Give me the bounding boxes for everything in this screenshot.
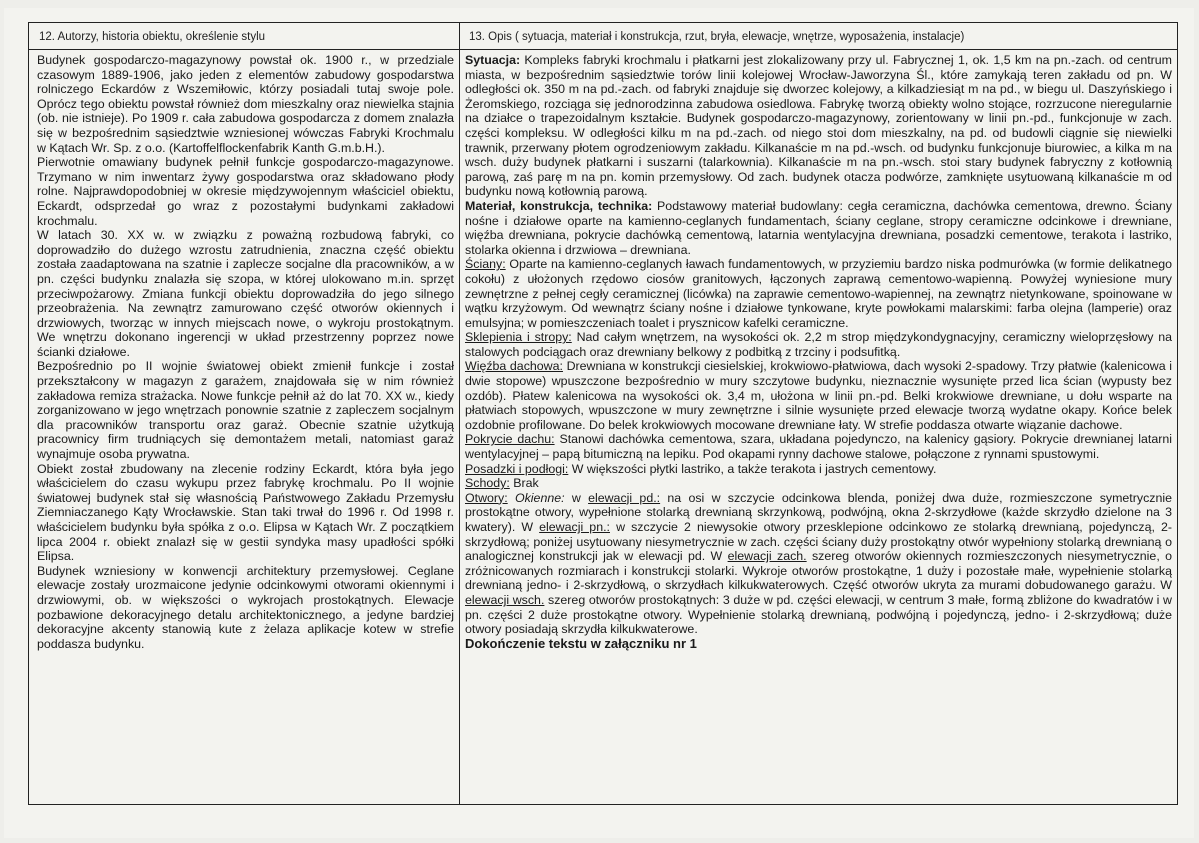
ceilings-section xyxy=(465,330,1172,359)
south-elevation-label: elewacji pd.: xyxy=(588,490,661,505)
header-divider xyxy=(29,49,1177,50)
floors-label: Posadzki i podłogi: xyxy=(465,461,569,476)
history-paragraph-2: Pierwotnie omawiany budynek pełnił funkcje gospodarczo-magazynowe. Trzymano w nim inwentarz żywy gospodarstwa oraz składowano płody rolne. Najprawdopodobniej w okresie międzywojennym właściciel obiektu, Eckardt, odsprzedał go wraz z pozostałymi budynkami zakładowi krochmalu. xyxy=(37,155,454,228)
form-frame xyxy=(28,22,1178,805)
openings-text-4: szereg otworów okiennych rozmieszczonych niesymetrycznie, o zróżnicowanych rozmiarach i konstrukcji stolarki. Wykroje otworów prostokątne, 1 duży i pozostałe małe, wypełnienie stolarką drewnianą jedno- i 2-skrzydłową, o skrzydłach kilkukwaterowych. Część otworów ukryta za murami dobudowanego garażu. W xyxy=(465,549,1172,593)
material-section xyxy=(465,199,1172,257)
material-label: Materiał, konstrukcja, technika: xyxy=(465,198,653,213)
stairs-label: Schody: xyxy=(465,476,510,491)
openings-label: Otwory: xyxy=(465,490,508,505)
floors-section xyxy=(465,462,1172,477)
walls-text: Oparte na kamienno-ceglanych ławach fundamentowych, w przyziemiu bardzo niska podmurówka (w formie delikatnego cokołu) z ułożonych rzędowo ciosów granitowych, łączonych zaprawą cementowo-wapienną. Powyżej wyniesione mury zewnętrzne z pełnej cegły ceramicznej (licówka) na zaprawie cementowo-wapiennej, na zewnątrz nietynkowane, spoinowane w wątku krzyżowym. Od wewnątrz ściany nośne i działowe tynkowane, kryte powłokami malarskimi: farba olejna (lamperie) oraz emulsyjna; w pomieszczeniach toalet i prysznicow kafelki ceramiczne. xyxy=(465,257,1172,330)
situation-text: Kompleks fabryki krochmalu i płatkarni jest zlokalizowany przy ul. Fabrycznej 1, ok. 1,5 km na pn.-zach. od centrum miasta, w bezpośrednim sąsiedztwie torów linii kolejowej Wrocław-Jaworzyna Śl., które zamykają teren zakładu od pn. W odległości ok. 350 m na pd.-zach. od fabryki znajduje się dworzec kolejowy, a kilkadziesiąt m na pd., w biegu ul. Daszyńskiego i Żeromskiego, rozciąga się jednorodzinna zabudowa osiedlowa. Fabrykę tworzą obiekty wolno stojące, rozrzucone nieregularnie na działce o trapezoidalnym kształcie. Budynek gospodarczo-magazynowy, zorientowany w linii pn.-pd., funkcjonuje w zach. części kompleksu. W odległości kilku m na pd.-zach. od niego stoi dom mieszkalny, na pd. od budowli ciągnie się niewielki trawnik, przerwany płotem ogrodzeniowym zakładu. Kilkanaście m na pd.-wsch. od budynku funkcjonuje biurowiec, a kilka m na wsch. duży budynek płatkarni i suszarni (talarkownia). Kilkanaście m na pn.-wsch. stoi stary budynek fabryczny z kotłownią parową, zaś parę m na pn. komin przemysłowy. Od zach. budynek otacza podwórze, zamknięte usytuowaną kilkanaście m od budynku nową kotłownią parową. xyxy=(465,53,1172,199)
roof-truss-label: Więźba dachowa: xyxy=(465,359,563,374)
walls-label: Ściany: xyxy=(465,257,506,272)
openings-section xyxy=(465,491,1172,637)
roofing-text: Stanowi dachówka cementowa, szara, układana pojedynczo, na kalenicy gąsiory. Pokrycie drewnianej latarni wentylacyjnej – papą bitumiczną na lepiku. Pod okapami rynny dachowe stalowe, połączone z rynnami spustowymi. xyxy=(465,432,1172,462)
openings-text-1: w xyxy=(564,490,589,505)
section-12-header: 12. Autorzy, historia obiektu, określenie stylu xyxy=(39,31,266,43)
situation-label: Sytuacja: xyxy=(465,53,521,67)
openings-text-3: w szczycie 2 niewysokie otwory przesklepione odcinkowo ze stolarką drewnianą, pojedynczą, 2-skrzydłową; poniżej usytuowany niesymetrycznie w zach. części ściany duży prostokątny otwór wypełniony stolarką drewnianą o analogicznej konstrukcji jak w elewacji pd. W xyxy=(465,520,1172,564)
history-paragraph-3: W latach 30. XX w. w związku z poważną rozbudową fabryki, co doprowadziło do dużego wzrostu zatrudnienia, znaczna część obiektu została zaadaptowana na szatnie i zaplecze socjalne dla pracowników, a w pn. części budynku znalazła się szopa, w której ulokowano m.in. sprzęt przeciwpożarowy. Zmiana funkcji obiektu doprowadziła do jego silnego przeobrażenia. Na zewnątrz zamurowano część otworów okiennych i drzwiowych, tworząc w innych miejscach nowe, o wykroju prostokątnym. We wnętrzu dokonano ingerencji w układ przestrzenny poprzez nowe ścianki działowe. xyxy=(37,228,454,359)
roof-truss-text: Drewniana w konstrukcji ciesielskiej, krokwiowo-płatwiowa, dach wysoki 2-spadowy. Trzy płatwie (kalenicowa i dwie stopowe) wpuszczone bezpośrednio w mury szczytowe budynku, nieznacznie wysunięte przed lica ścian (wypusty bez ozdób). Płatew kalenicowa na wysokości ok. 3,4 m, ułożona w linii pn.-pd. Belki krokwiowe drewniane, u dołu wsparte na płatwiach stopowych, wpuszczone w mury zewnętrzne i silnie wysunięte przed elewacje tworzą wydatne okapy. Końce belek ozdobnie profilowane. Do belek krokwiowych mocowane drewniane łaty. W strefie poddasza otwarte wiązanie dachowe. xyxy=(465,359,1172,432)
column-divider xyxy=(459,23,460,804)
situation-section xyxy=(465,53,1172,199)
walls-section xyxy=(465,257,1172,330)
openings-text-2: na osi w szczycie odcinkowa blenda, poniżej dwa duże, rozmieszczone symetrycznie prostokątne otwory, wypełnione stolarką drewnianą skrzynkową, podwójną, okna 2-skrzydłowe (każde skrzydło dzielone na 3 kwatery). W xyxy=(465,490,1172,534)
stairs-section xyxy=(465,476,1172,491)
windows-label: Okienne: xyxy=(514,490,565,505)
west-elevation-label: elewacji zach. xyxy=(727,549,807,564)
section-13-header: 13. Opis ( sytuacja, materiał i konstrukcja, rzut, bryła, elewacje, wnętrze, wyposażenia, instalacje) xyxy=(469,31,965,43)
history-paragraph-6: Budynek wzniesiony w konwencji architektury przemysłowej. Ceglane elewacje zostały urozmaicone jedynie odcinkowymi otworami okiennymi i drzwiowymi, ob. w większości o wykrojach prostokątnych. Elewacje pozbawione dekoracyjnego detalu architektonicznego, a jedyne bardziej dekoracyjne akcenty stanowią kute z żelaza aplikacje kotew w strefie poddasza budynku. xyxy=(37,563,454,651)
north-elevation-label: elewacji pn.: xyxy=(539,520,610,534)
continuation-note: Dokończenie tekstu w załączniku nr 1 xyxy=(465,635,697,651)
ceilings-label: Sklepienia i stropy: xyxy=(465,330,572,345)
scanned-sheet xyxy=(4,8,1194,838)
ceilings-text: Nad całym wnętrzem, na wysokości ok. 2,2 m strop międzykondygnacyjny, ceramiczny wieloprzęsłowy na stalowych podciągach oraz drewniany belkowy z podbitką z trzciny i podsufitką. xyxy=(465,330,1172,359)
stairs-text: Brak xyxy=(509,476,539,491)
floors-text: W większości płytki lastriko, a także terakota i jastrych cementowy. xyxy=(568,461,937,476)
roofing-section xyxy=(465,432,1172,461)
east-elevation-label: elewacji wsch. xyxy=(465,592,545,607)
material-text: Podstawowy materiał budowlany: cegła ceramiczna, dachówka cementowa, drewno. Ściany nośne i działowe oparte na kamienno-ceglanych fundamentach, ściany ceglane, stropy ceramiczne odcinkowe i drewniane, więźba drewniana, pokrycie dachówką cementową, latarnia wentylacyjna drewniana, posadzki cementowe, terakota i lastriko, stolarka okienna i drzwiowa – drewniana. xyxy=(465,198,1172,257)
history-paragraph-1: Budynek gospodarczo-magazynowy powstał ok. 1900 r., w przedziale czasowym 1889-1906, jako jeden z elementów zabudowy gospodarstwa rolniczego Eckardów z Wszemiłowic, którzy posiadali tutaj swoje pole. Oprócz tego obiektu powstał również dom mieszkalny oraz niewielka stajnia (ob. nie istnieje). Po 1909 r. cała zabudowa gospodarcza z domem znalazła się w bezpośrednim sąsiedztwie wzniesionej wówczas Fabryki Krochmalu w Kątach Wr. Sp. z o.o. (Kartoffelflockenfabrik Kanth G.m.b.H.). xyxy=(37,53,454,155)
history-paragraph-5: Obiekt został zbudowany na zlecenie rodziny Eckardt, która była jego właścicielem do czasu wykupu przez fabrykę krochmalu. Po II wojnie światowej budynek stał się własnością Państwowego Zakładu Przemysłu Ziemniaczanego Kąty Wrocławskie. Stan taki trwał do 1996 r. Od 1998 r. właścicielem budynku była spółka z o.o. Elipsa w Kątach Wr. Z początkiem lipca 2004 r. obiekt znalazł się w gestii syndyka masy upadłości spółki Elipsa. xyxy=(37,461,454,564)
roofing-label: Pokrycie dachu: xyxy=(465,432,555,447)
description-column xyxy=(465,53,1172,651)
history-column xyxy=(37,53,454,651)
history-paragraph-4: Bezpośrednio po II wojnie światowej obiekt zmienił funkcje i został przekształcony w magazyn z garażem, znajdowała się w nim również zakładowa remiza strażacka. Nowe funkcje pełnił aż do lat 70. XX w., kiedy zorganizowano w jego wnętrzach ponownie szatnie z zapleczem socjalnym dla pracowników transportu oraz garaż. Obecnie szatnie użytkują pracownicy firm trudniących się demontażem metali, natomiast garaż wynajmuje osoba prywatna. xyxy=(37,359,454,462)
roof-truss-section xyxy=(465,359,1172,432)
openings-text-5: szereg otworów prostokątnych: 3 duże w pd. części elewacji, w centrum 3 małe, formą zbliżone do kwadratów i w pn. części 2 duże prostokątne otwory. Wypełnienie stolarką drewnianą, podwójną i pojedynczą, jedno- i 2-skrzydłową; duże otwory posiadają skrzydła kilkukwaterowe. xyxy=(465,592,1172,637)
